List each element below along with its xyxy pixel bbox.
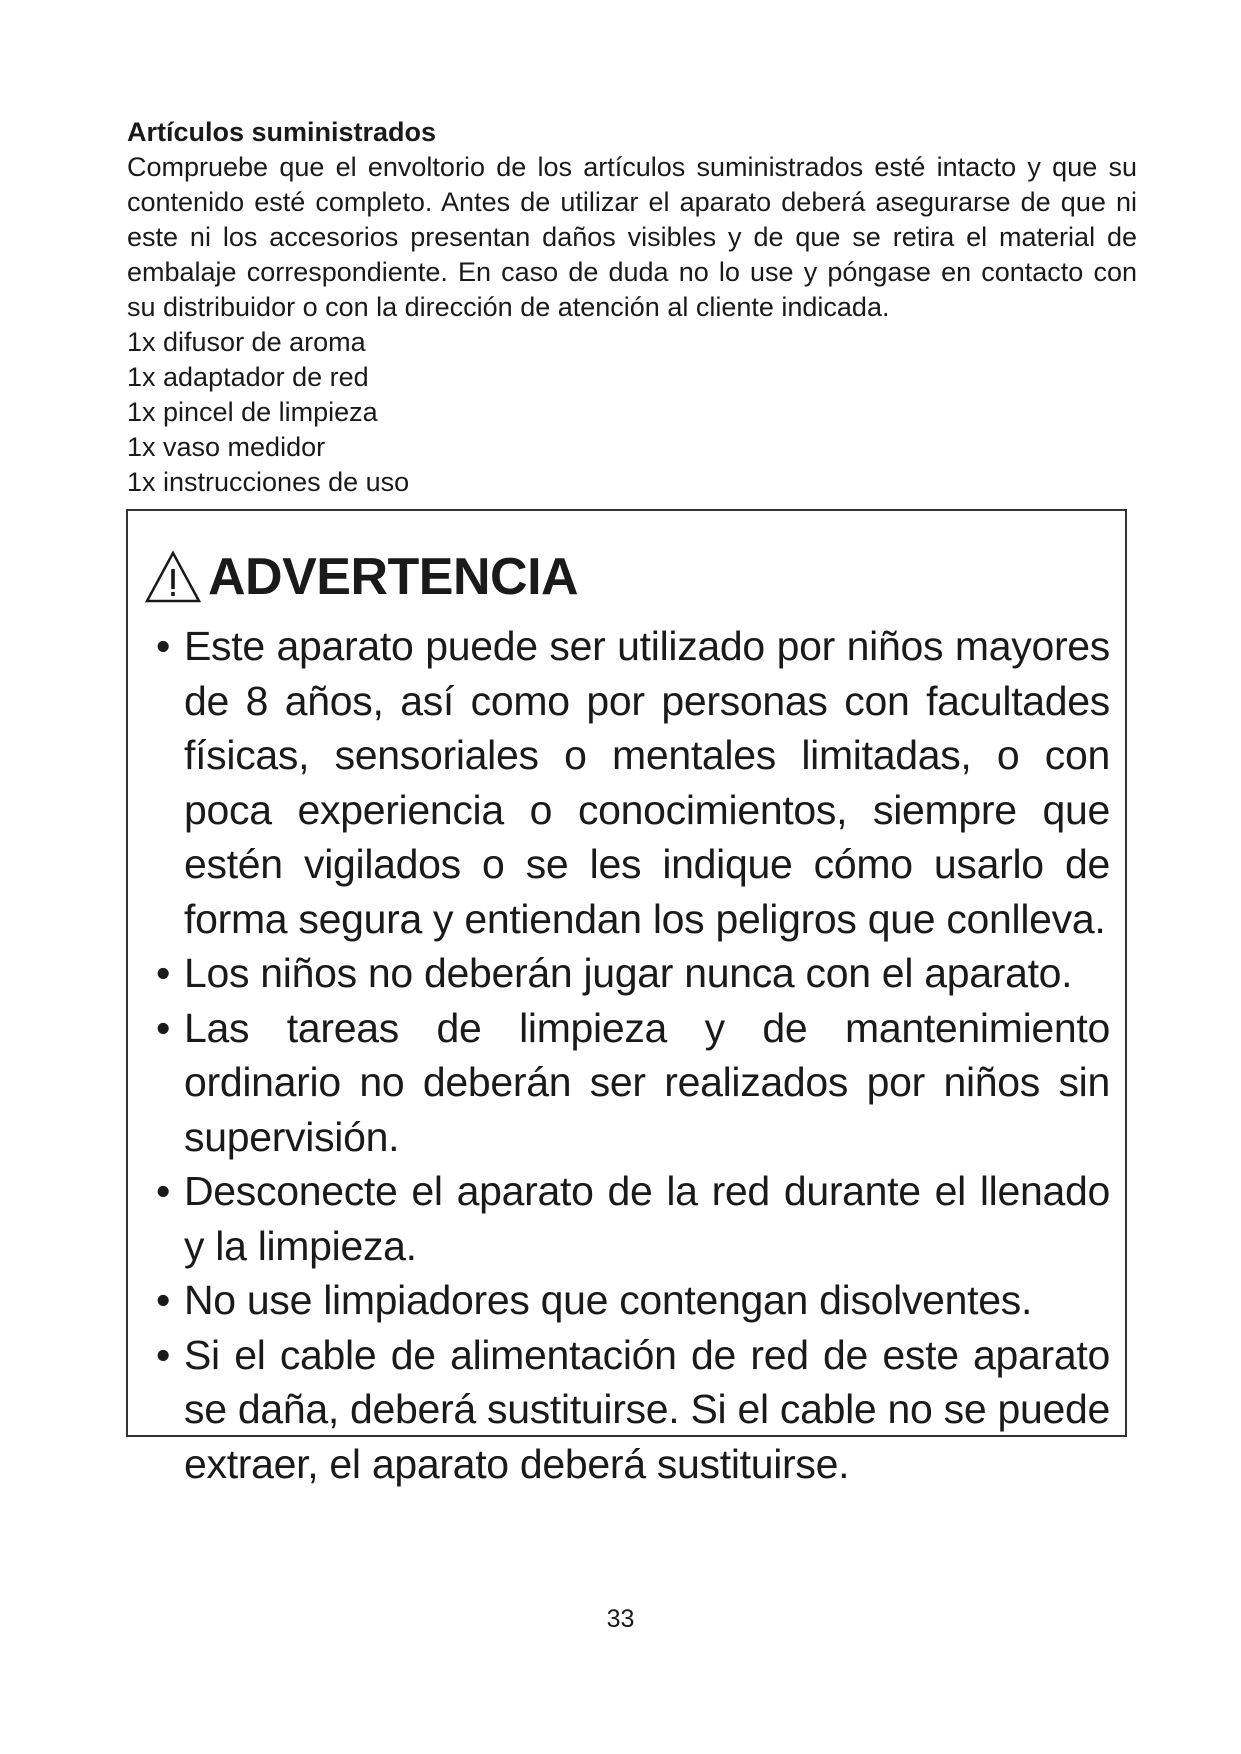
list-item: 1x pincel de limpieza: [127, 397, 378, 427]
warning-box: [126, 509, 1127, 1487]
supplied-items-list: [127, 325, 1137, 500]
warning-item: [144, 619, 1110, 946]
warning-item: [144, 1001, 1110, 1165]
warning-item: [144, 1273, 1110, 1328]
bullet: •: [155, 1004, 171, 1051]
bullet: •: [155, 623, 171, 669]
supplied-items-paragraph: Compruebe que el envoltorio de los artículos suministrados esté intacto y que su contenido esté completo. Antes de utilizar el aparato deberá asegurarse de que ni este ni los accesorios presentan daños visibles y de que se retira el material de embalaje correspondiente. En caso de duda no lo use y póngase en contacto con su distribuidor o con la dirección de atención al cliente indicada.: [127, 152, 1137, 322]
warning-item-text: No use limpiadores que contengan disolventes.: [184, 1277, 1033, 1323]
warning-item-text: Desconecte el aparato de la red durante el llenado y la limpieza.: [184, 1168, 1110, 1269]
bullet: •: [155, 1277, 171, 1323]
warning-item: [144, 1328, 1110, 1492]
list-item: 1x instrucciones de uso: [127, 467, 410, 497]
list-item: 1x adaptador de red: [127, 362, 369, 392]
warning-item: [144, 1164, 1110, 1273]
warning-item-text: Este aparato puede ser utilizado por niños mayores de 8 años, así como por personas con facultades físicas, sensoriales o mentales limitadas, o con poca experiencia o conocimientos, siempre que estén vigilados o se les indique cómo usarlo de forma segura y entiendan los peligros que conlleva.: [184, 623, 1110, 942]
bullet: •: [155, 1331, 171, 1378]
warning-item-text: Los niños no deberán jugar nunca con el aparato.: [184, 950, 1073, 996]
bullet: •: [155, 1168, 171, 1214]
warning-item-text: Las tareas de limpieza y de mantenimiento ordinario no deberán ser realizados por niños sin supervisión.: [184, 1004, 1110, 1160]
list-item: 1x difusor de aroma: [127, 327, 366, 357]
list-item: 1x vaso medidor: [127, 432, 326, 462]
bullet: •: [155, 950, 171, 996]
warning-item: [144, 946, 1110, 1001]
warning-title: ADVERTENCIA: [208, 548, 579, 606]
warning-triangle-icon: [144, 549, 202, 605]
warning-list: [144, 619, 1110, 1491]
warning-header: [144, 545, 578, 609]
supplied-items-section: [127, 114, 1137, 500]
supplied-items-heading: Artículos suministrados: [127, 117, 437, 147]
warning-item-text: Si el cable de alimentación de red de este aparato se daña, deberá sustituirse. Si el cable no se puede extraer, el aparato deberá sustituirse.: [184, 1331, 1110, 1487]
page-number: 33: [606, 1605, 635, 1633]
